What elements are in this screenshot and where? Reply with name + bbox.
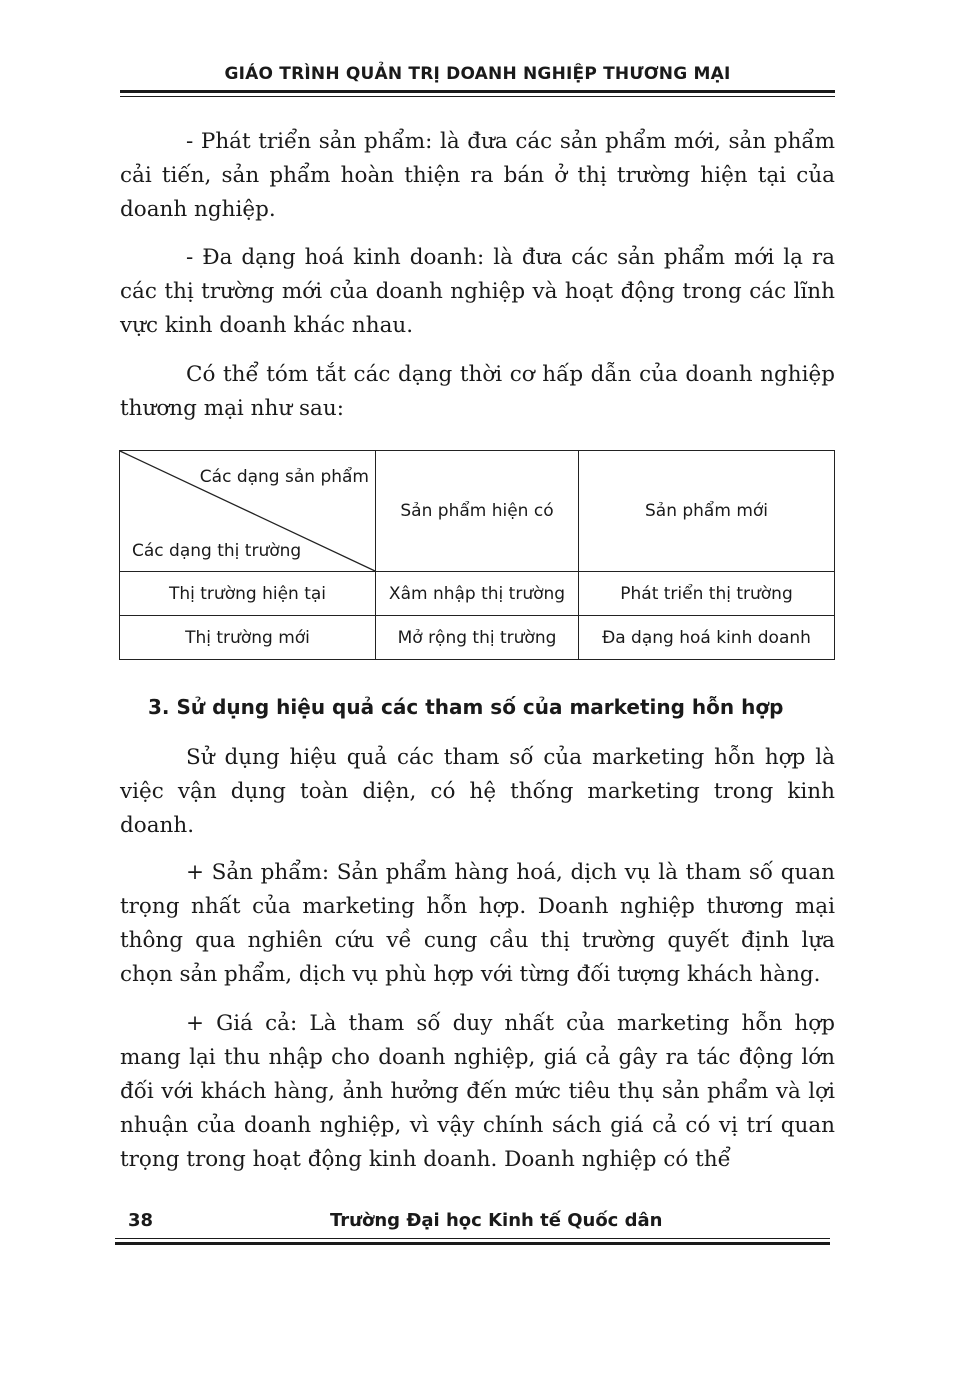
col-header: Sản phẩm hiện có	[376, 451, 579, 572]
opportunity-table	[119, 450, 835, 660]
paragraph: Có thể tóm tắt các dạng thời cơ hấp dẫn của doanh nghiệp thương mại như sau:	[120, 362, 835, 421]
row-label: Thị trường mới	[120, 616, 376, 660]
footer-institution: Trường Đại học Kinh tế Quốc dân	[330, 1210, 663, 1231]
section-heading: 3. Sử dụng hiệu quả các tham số của marketing hỗn hợp	[148, 695, 784, 719]
corner-top-label: Các dạng sản phẩm	[199, 467, 369, 487]
header-title: GIÁO TRÌNH QUẢN TRỊ DOANH NGHIỆP THƯƠNG MẠI	[224, 64, 731, 84]
footer-rule	[115, 1238, 830, 1239]
header-rule-thin	[120, 96, 835, 97]
paragraph: Sử dụng hiệu quả các tham số của marketing hỗn hợp là việc vận dụng toàn diện, có hệ thống marketing trong kinh doanh.	[120, 745, 835, 838]
footer-rule-thick	[115, 1242, 830, 1245]
table-cell: Xâm nhập thị trường	[376, 572, 579, 616]
paragraph: - Đa dạng hoá kinh doanh: là đưa các sản phẩm mới lạ ra các thị trường mới của doanh nghiệp và hoạt động trong các lĩnh vực kinh doanh khác nhau.	[120, 245, 835, 338]
corner-bottom-label: Các dạng thị trường	[132, 541, 302, 561]
table-cell: Mở rộng thị trường	[376, 616, 579, 660]
table-corner-cell	[120, 451, 376, 572]
table-cell: Đa dạng hoá kinh doanh	[579, 616, 835, 660]
paragraph: + Sản phẩm: Sản phẩm hàng hoá, dịch vụ là tham số quan trọng nhất của marketing hỗn hợp. Doanh nghiệp thương mại thông qua nghiên cứu về cung cầu thị trường quyết định lựa chọn sản phẩm, dịch vụ phù hợp với từng đối tượng khách hàng.	[120, 860, 835, 987]
header-rule	[120, 90, 835, 93]
col-header: Sản phẩm mới	[579, 451, 835, 572]
row-label: Thị trường hiện tại	[120, 572, 376, 616]
table-cell: Phát triển thị trường	[579, 572, 835, 616]
page-number: 38	[128, 1210, 154, 1231]
paragraph: - Phát triển sản phẩm: là đưa các sản phẩm mới, sản phẩm cải tiến, sản phẩm hoàn thiện ra bán ở thị trường hiện tại của doanh nghiệp.	[120, 129, 835, 222]
paragraph: + Giá cả: Là tham số duy nhất của marketing hỗn hợp mang lại thu nhập cho doanh nghiệp, giá cả gây ra tác động lớn đối với khách hàng, ảnh hưởng đến mức tiêu thụ sản phẩm và lợi nhuận của doanh nghiệp, vì vậy chính sách giá cả có vị trí quan trọng trong hoạt động kinh doanh. Doanh nghiệp có thể	[120, 1011, 835, 1172]
